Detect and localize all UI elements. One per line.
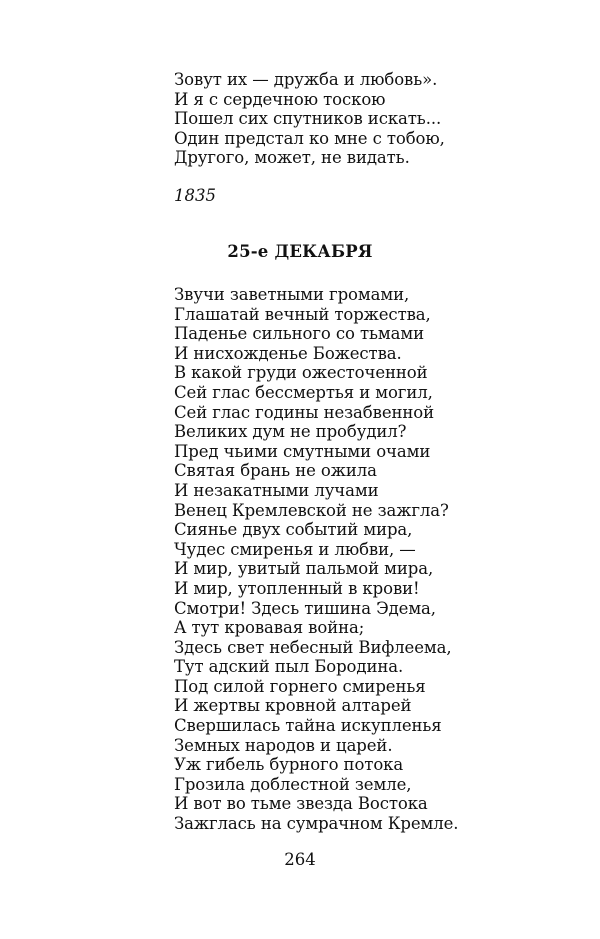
verse-line: Звучи заветными громами, — [174, 285, 410, 304]
verse-line: Паденье сильного со тьмами — [174, 324, 425, 344]
verse-line: Смотри! Здесь тишина Эдема, — [174, 598, 436, 618]
poem-body — [174, 285, 474, 834]
verse-line: Земных народов и царей. — [174, 735, 393, 755]
poem-date: 1835 — [174, 186, 216, 205]
verse-line: И мир, утопленный в крови! — [174, 578, 420, 598]
verse-line: Сей глас бессмертья и могил, — [174, 382, 433, 402]
verse-line: В какой груди ожесточенной — [174, 363, 428, 383]
verse-line: Здесь свет небесный Вифлеема, — [174, 637, 452, 657]
verse-line: Один предстал ко мне с тобою, — [174, 128, 445, 148]
verse-line: Пошел сих спутников искать... — [174, 109, 442, 129]
verse-line: Свершилась тайна искупленья — [174, 716, 442, 736]
verse-line: И я с сердечною тоскою — [174, 89, 386, 109]
verse-line: И жертвы кровной алтарей — [174, 696, 412, 716]
verse-line: Сиянье двух событий мира, — [174, 520, 413, 540]
verse-line: И незакатными лучами — [174, 480, 379, 500]
verse-line: Сей глас годины незабвенной — [174, 402, 435, 422]
verse-line: Святая брань не ожила — [174, 461, 377, 481]
verse-line: Тут адский пыл Бородина. — [174, 657, 404, 677]
poem-title: 25-е ДЕКАБРЯ — [227, 242, 373, 261]
verse-line: Чудес смиренья и любви, — — [174, 539, 416, 559]
verse-line: Другого, может, не видать. — [174, 148, 410, 168]
verse-line: Глашатай вечный торжества, — [174, 304, 431, 324]
verse-line: Зажглась на сумрачном Кремле. — [174, 814, 459, 834]
verse-line: Зовут их — дружба и любовь». — [174, 70, 438, 89]
verse-line: И нисхожденье Божества. — [174, 343, 402, 363]
page-number: 264 — [284, 850, 316, 869]
verse-line: Венец Кремлевской не зажгла? — [174, 500, 449, 520]
verse-line: Грозила доблестной земле, — [174, 774, 412, 794]
verse-line: И вот во тьме звезда Востока — [174, 794, 428, 814]
verse-line: А тут кровавая война; — [174, 618, 365, 638]
verse-line: Под силой горнего смиренья — [174, 676, 426, 696]
previous-poem-ending — [174, 70, 474, 168]
verse-line: И мир, увитый пальмой мира, — [174, 559, 434, 579]
verse-line: Пред чьими смутными очами — [174, 441, 431, 461]
verse-line: Уж гибель бурного потока — [174, 755, 404, 775]
verse-line: Великих дум не пробудил? — [174, 422, 407, 442]
